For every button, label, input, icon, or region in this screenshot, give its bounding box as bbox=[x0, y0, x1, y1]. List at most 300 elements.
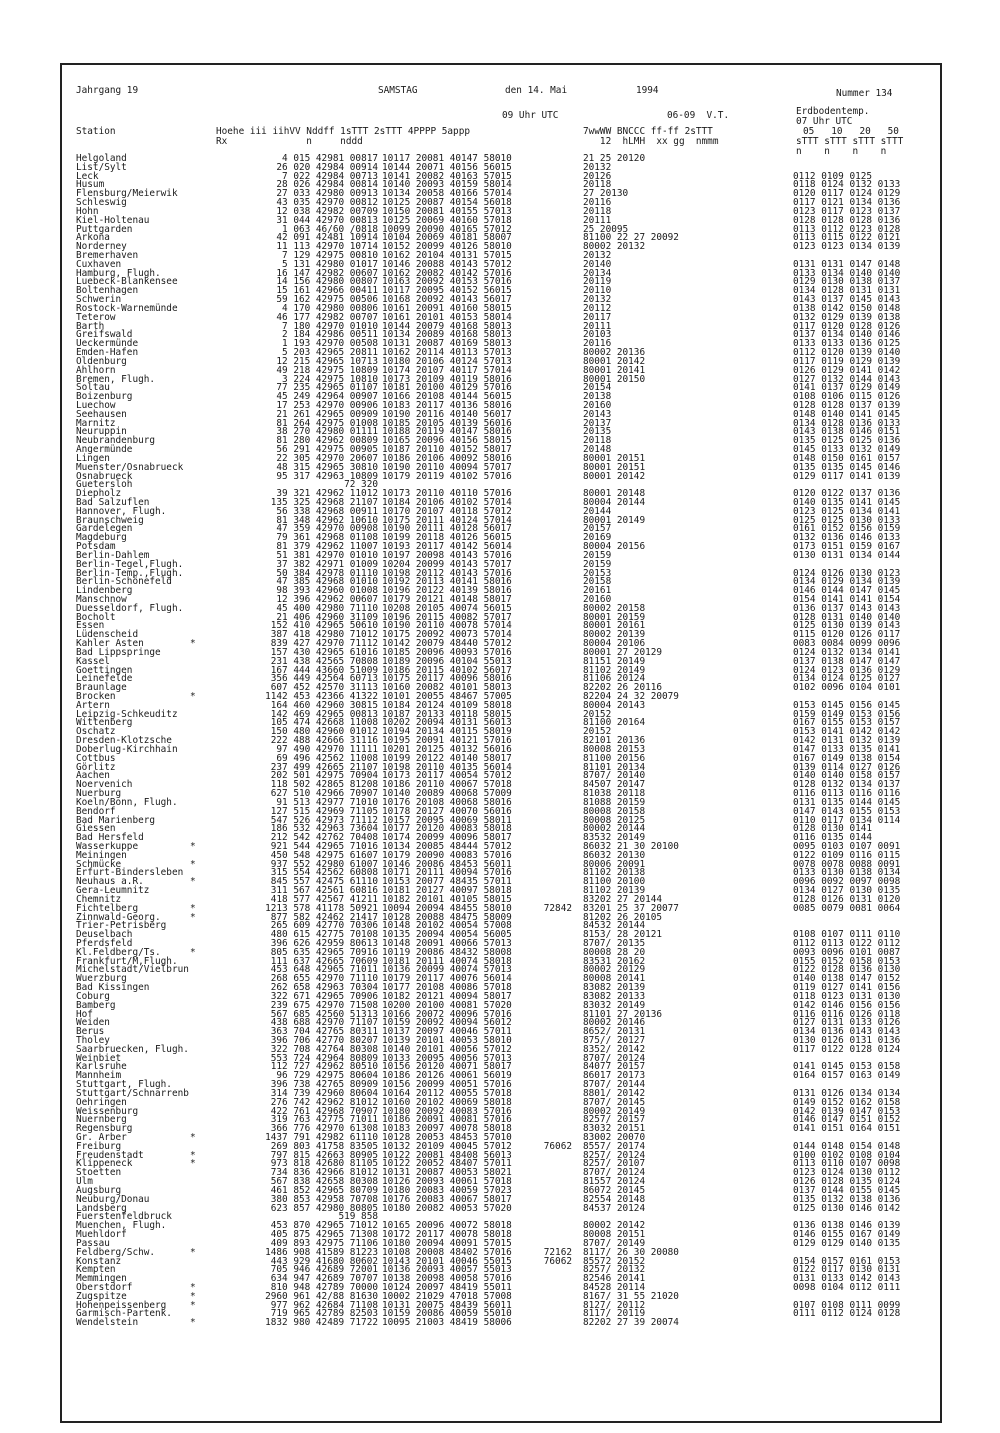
station-synop-values: 10135 20094 40054 56005 bbox=[382, 929, 512, 941]
station-main-values: 453 648 42965 71011 bbox=[270, 964, 378, 976]
column-main-subcodes: Rx n nddd bbox=[216, 136, 363, 147]
station-cloud-wind-values: 80002 20149 bbox=[583, 1105, 646, 1117]
station-cloud-wind-values: 20112 bbox=[583, 302, 612, 314]
station-name: Nuerburg bbox=[76, 788, 122, 800]
station-cloud-wind-values: 81088 20159 bbox=[583, 796, 646, 808]
station-main-values: 50 384 42978 01110 bbox=[276, 567, 378, 579]
station-soil-temps: 0128 0126 0131 0120 bbox=[793, 893, 901, 905]
station-soil-temps: 0130 0126 0131 0136 bbox=[793, 1035, 901, 1046]
station-soil-temps: 0134 0129 0134 0139 bbox=[793, 576, 901, 588]
station-soil-temps: 0112 0113 0122 0112 bbox=[793, 937, 901, 949]
station-name: Aachen bbox=[76, 770, 110, 782]
station-name: Ueckermünde bbox=[76, 338, 139, 350]
column-main-codes: Hoehe iii iihVV Nddff 1sTTT 2sTTT 4PPPP 5appp bbox=[216, 126, 470, 137]
station-soil-temps: 0139 0114 0127 0126 bbox=[793, 761, 901, 773]
station-soil-temps: 0085 0079 0081 0064 bbox=[793, 902, 901, 914]
station-main-values: 937 552 42980 61007 bbox=[270, 858, 378, 870]
station-cloud-wind-values: 80006 20091 bbox=[583, 858, 646, 870]
station-synop-values: 10188 20119 40147 58016 bbox=[382, 426, 512, 438]
station-synop-values: 10153 20077 48435 57011 bbox=[382, 876, 512, 888]
station-name: Soltau bbox=[76, 382, 110, 394]
station-main-values: 237 499 42665 21107 bbox=[270, 761, 378, 773]
station-soil-temps: 0119 0127 0141 0156 bbox=[793, 982, 901, 994]
station-cloud-wind-values: 20132 bbox=[583, 250, 612, 262]
station-synop-values: 10099 20090 40165 57012 bbox=[382, 223, 512, 235]
station-soil-temps: 0123 0125 0134 0141 bbox=[793, 505, 901, 517]
station-synop-values: 10117 20081 40147 58010 bbox=[382, 153, 512, 164]
station-name: Lingen bbox=[76, 452, 110, 464]
mountain-marker: * bbox=[190, 946, 196, 958]
station-name: Leinefelde bbox=[76, 673, 133, 685]
station-cloud-wind-values: 86032 20130 bbox=[583, 849, 646, 861]
station-main-values: 268 655 42970 71110 bbox=[270, 973, 378, 985]
station-cloud-wind-values: 81151 20149 bbox=[583, 655, 646, 667]
station-name: Hohn bbox=[76, 205, 99, 217]
station-name: Helgoland bbox=[76, 153, 127, 164]
station-soil-temps: 0143 0137 0145 0143 bbox=[793, 294, 901, 306]
station-soil-temps: 0117 0119 0129 0139 bbox=[793, 355, 901, 367]
station-name: Wittenberg bbox=[76, 717, 133, 729]
station-cloud-wind-values: 80002 20146 bbox=[583, 1017, 646, 1029]
station-synop-values: 10178 20127 40070 56016 bbox=[382, 805, 512, 817]
station-cloud-wind-values: 8257/ 20157 bbox=[583, 1114, 646, 1126]
station-cloud-wind-values: 8167/ 31 55 21020 bbox=[583, 1290, 679, 1302]
station-name: Leck bbox=[76, 170, 99, 182]
station-main-values: 38 270 42980 01111 bbox=[276, 426, 378, 438]
station-main-values: 418 577 42567 41211 bbox=[270, 893, 378, 905]
station-main-values: 634 947 42689 70707 bbox=[270, 1273, 378, 1285]
station-synop-values: 10134 20089 40168 58013 bbox=[382, 329, 512, 341]
station-synop-values: 10183 20097 40078 58018 bbox=[382, 1123, 512, 1135]
station-synop-values: 10190 20110 40094 57017 bbox=[382, 461, 512, 473]
column-station: Station bbox=[76, 126, 116, 137]
station-synop-values: 10186 20091 40081 57016 bbox=[382, 1114, 512, 1126]
station-synop-values: 10137 20097 40046 57011 bbox=[382, 1026, 512, 1038]
station-name: Oehringen bbox=[76, 1096, 127, 1108]
station-name: Görlitz bbox=[76, 761, 116, 773]
mountain-marker: * bbox=[190, 1317, 196, 1329]
station-name: Ulm bbox=[76, 1176, 93, 1188]
station-soil-temps: 0100 0102 0108 0104 bbox=[793, 1149, 901, 1161]
station-main-values: 356 449 42564 60713 bbox=[270, 673, 378, 685]
station-name: Teterow bbox=[76, 311, 116, 323]
station-name: Bad Marienberg bbox=[76, 814, 156, 826]
station-main-values: 27 033 42980 00913 bbox=[276, 188, 378, 200]
station-cloud-wind-values: 82546 20141 bbox=[583, 1273, 646, 1285]
station-main-values: 96 729 42975 80604 bbox=[276, 1070, 378, 1082]
station-soil-temps: 0125 0130 0146 0142 bbox=[793, 1202, 901, 1214]
mountain-marker: * bbox=[190, 858, 196, 870]
station-soil-temps: 0136 0138 0146 0139 bbox=[793, 1220, 901, 1232]
station-cloud-wind-values: 80008 20151 bbox=[583, 1229, 646, 1241]
mountain-marker: * bbox=[190, 1299, 196, 1311]
station-main-values: 1832 980 42489 71722 bbox=[265, 1317, 378, 1329]
station-cloud-wind-values: 20110 bbox=[583, 285, 612, 297]
station-cloud-wind-values: 8127/ 20112 bbox=[583, 1299, 646, 1311]
station-synop-values: 10180 20082 40053 57020 bbox=[382, 1202, 512, 1214]
station-soil-temps: 0140 0140 0158 0157 bbox=[793, 770, 901, 782]
station-soil-temps: 0134 0128 0131 0131 bbox=[793, 285, 901, 297]
station-synop-values: 10208 20105 40074 56015 bbox=[382, 602, 512, 614]
mountain-marker: * bbox=[190, 1246, 196, 1258]
station-cloud-wind-values: 81100 20100 bbox=[583, 876, 646, 888]
station-soil-temps: 0083 0084 0099 0096 bbox=[793, 638, 901, 650]
station-soil-temps: 0135 0132 0138 0136 bbox=[793, 1193, 901, 1205]
station-name: Magdeburg bbox=[76, 532, 127, 544]
station-synop-values: 10002 21029 47018 57008 bbox=[382, 1290, 512, 1302]
soil-temp-depths: 05 10 20 50 bbox=[803, 126, 899, 137]
jahrgang-label: Jahrgang 19 bbox=[76, 85, 139, 96]
station-name: Potsdam bbox=[76, 541, 116, 553]
station-cloud-wind-values: 20118 bbox=[583, 435, 612, 447]
station-name: Duesseldorf, Flugh. bbox=[76, 602, 184, 614]
station-main-values: 2 184 42986 00511 bbox=[282, 329, 378, 341]
station-main-values: 977 962 42684 71108 bbox=[270, 1299, 378, 1311]
station-soil-temps: 0131 0126 0134 0134 bbox=[793, 1087, 901, 1099]
station-soil-temps: 0134 0128 0136 0133 bbox=[793, 417, 901, 429]
station-synop-values: 10170 20107 40118 57012 bbox=[382, 505, 512, 517]
station-name: Zinnwald-Georg. bbox=[76, 911, 161, 923]
table-row bbox=[0, 472, 1000, 481]
station-cloud-wind-values: 20157 bbox=[583, 523, 612, 535]
station-soil-temps: 0141 0145 0153 0158 bbox=[793, 1061, 901, 1073]
station-cloud-wind-values: 80002 20158 bbox=[583, 602, 646, 614]
station-soil-temps: 0098 0104 0112 0111 bbox=[793, 1281, 901, 1293]
station-synop-values: 10144 20079 40168 58013 bbox=[382, 320, 512, 332]
mountain-marker: * bbox=[190, 1290, 196, 1302]
station-soil-temps: 0128 0128 0137 0139 bbox=[793, 399, 901, 411]
station-name: Kassel bbox=[76, 655, 110, 667]
station-soil-temps: 0116 0113 0116 0116 bbox=[793, 788, 901, 800]
station-synop-values: 10199 20122 40140 58017 bbox=[382, 752, 512, 764]
station-synop-values: 10139 20101 40053 58010 bbox=[382, 1035, 512, 1046]
station-soil-temps: 0146 0144 0147 0145 bbox=[793, 585, 901, 597]
station-cloud-wind-values: 83082 20133 bbox=[583, 990, 646, 1002]
station-synop-values: 10159 20086 40059 55010 bbox=[382, 1308, 512, 1320]
station-main-values: 450 548 42975 61607 bbox=[270, 849, 378, 861]
station-main-values: 212 542 42762 70408 bbox=[270, 832, 378, 844]
station-soil-temps: 0117 0120 0128 0126 bbox=[793, 320, 901, 332]
station-main-values: 409 893 42975 71106 bbox=[270, 1237, 378, 1249]
station-cloud-wind-values: 8801/ 20142 bbox=[583, 1087, 646, 1099]
station-name: Berus bbox=[76, 1026, 105, 1038]
station-cloud-wind-values: 82202 26 20116 bbox=[583, 682, 663, 694]
station-cloud-wind-values: 81102 20149 bbox=[583, 664, 646, 676]
station-soil-temps: 0115 0120 0126 0117 bbox=[793, 629, 901, 641]
station-synop-values: 10185 20096 40093 57016 bbox=[382, 646, 512, 658]
station-cloud-wind-values: 27 20130 bbox=[583, 188, 629, 200]
station-name: Stoetten bbox=[76, 1167, 122, 1179]
station-name: Doberlug-Kirchhain bbox=[76, 743, 178, 755]
station-cloud-wind-values: 83532 20149 bbox=[583, 832, 646, 844]
station-name: Erfurt-Bindersleben bbox=[76, 867, 184, 879]
station-cloud-wind-values: 8707/ 20145 bbox=[583, 1096, 646, 1108]
station-main-values: 45 400 42980 71110 bbox=[276, 602, 378, 614]
station-synop-values: 10134 20058 40166 57014 bbox=[382, 188, 512, 200]
station-synop-values: 10143 20101 40046 55015 bbox=[382, 1255, 512, 1267]
station-synop-values: 10183 20117 40136 58016 bbox=[382, 399, 512, 411]
station-synop-values: 10160 20102 40069 58018 bbox=[382, 1096, 512, 1108]
station-synop-values: 10166 20072 40096 57016 bbox=[382, 1008, 512, 1020]
station-synop-values: 10180 20092 40083 57016 bbox=[382, 1105, 512, 1117]
station-synop-values: 10156 20099 40051 57016 bbox=[382, 1079, 512, 1091]
station-name: Pferdsfeld bbox=[76, 937, 133, 949]
station-name: Arkona bbox=[76, 232, 110, 244]
station-main-values: 49 218 42975 10809 bbox=[276, 364, 378, 376]
station-name: Garmisch-Partenk. bbox=[76, 1308, 172, 1320]
station-main-values: 167 444 43660 51009 bbox=[270, 664, 378, 676]
station-soil-temps: 0132 0136 0146 0133 bbox=[793, 532, 901, 544]
station-soil-temps: 0148 0140 0141 0145 bbox=[793, 408, 901, 420]
station-name: Goettingen bbox=[76, 664, 133, 676]
station-main-values: 453 870 42965 71012 bbox=[270, 1220, 378, 1232]
station-soil-temps: 0137 0138 0147 0147 bbox=[793, 655, 901, 667]
station-main-values: 480 615 42775 70108 bbox=[270, 929, 378, 941]
station-name: Barth bbox=[76, 320, 105, 332]
station-cloud-wind-values: 80004 20106 bbox=[583, 638, 646, 650]
station-name: List/Sylt bbox=[76, 161, 127, 173]
station-main-values: 47 385 42968 01010 bbox=[276, 576, 378, 588]
station-synop-values: 10185 20105 40139 56016 bbox=[382, 417, 512, 429]
station-main-values: 28 026 42984 00814 bbox=[276, 179, 378, 191]
station-synop-values: 10175 20092 40073 57014 bbox=[382, 629, 512, 641]
station-soil-temps: 0138 0142 0150 0148 bbox=[793, 302, 901, 314]
station-cloud-wind-values: 20118 bbox=[583, 205, 612, 217]
station-synop-values: 10201 20125 40132 56016 bbox=[382, 743, 512, 755]
station-soil-temps: 0108 0106 0115 0126 bbox=[793, 391, 901, 403]
mountain-marker: * bbox=[190, 638, 196, 650]
station-name: Noervenich bbox=[76, 779, 133, 791]
station-soil-temps: 0127 0131 0133 0126 bbox=[793, 1017, 901, 1029]
station-main-values: 51 381 42970 01010 bbox=[276, 549, 378, 561]
station-name: Neuhaus a.R. bbox=[76, 876, 144, 888]
station-name: Hof bbox=[76, 1008, 93, 1020]
station-cloud-wind-values: 81557 20124 bbox=[583, 1176, 646, 1188]
station-soil-temps: 0113 0115 0122 0121 bbox=[793, 232, 901, 244]
station-main-values: 314 739 42960 80604 bbox=[270, 1087, 378, 1099]
station-synop-values: 10133 20095 40056 57013 bbox=[382, 1052, 512, 1064]
station-soil-temps: 0148 0150 0161 0157 bbox=[793, 452, 901, 464]
station-cloud-wind-values: 82554 20148 bbox=[583, 1193, 646, 1205]
mountain-marker: * bbox=[190, 840, 196, 852]
station-cloud-wind-values: 20117 bbox=[583, 311, 612, 323]
station-cloud-wind-values: 20135 bbox=[583, 426, 612, 438]
station-name: Luechow bbox=[76, 399, 116, 411]
station-main-values: 396 738 42765 80909 bbox=[270, 1079, 378, 1091]
station-soil-temps: 0124 0132 0134 0141 bbox=[793, 646, 901, 658]
station-soil-temps: 0127 0132 0144 0143 bbox=[793, 373, 901, 385]
station-main-values: 97 490 42970 11111 bbox=[276, 743, 378, 755]
station-main-values: 157 430 42965 61016 bbox=[270, 646, 378, 658]
station-cloud-wind-values: 80001 20150 bbox=[583, 373, 646, 385]
station-cloud-wind-values: 80001 20142 bbox=[583, 355, 646, 367]
soil-temp-time: 07 Uhr UTC bbox=[796, 116, 853, 127]
station-cloud-wind-values: 20116 bbox=[583, 338, 612, 350]
station-soil-temps: 0117 0122 0128 0124 bbox=[793, 1043, 901, 1055]
station-synop-values: 10108 20008 48402 57016 bbox=[382, 1246, 512, 1258]
station-cloud-wind-values: 8707/ 20149 bbox=[583, 1237, 646, 1249]
station-soil-temps: 0112 0120 0139 0140 bbox=[793, 347, 901, 359]
station-name: Konstanz bbox=[76, 1255, 122, 1267]
station-cloud-wind-values: 80008 20158 bbox=[583, 805, 646, 817]
station-synop-values: 10162 20082 40142 57016 bbox=[382, 267, 512, 279]
station-name: Weissenburg bbox=[76, 1105, 139, 1117]
station-name: Bremerhaven bbox=[76, 250, 139, 262]
day-label: SAMSTAG bbox=[378, 85, 418, 96]
station-soil-temps: 0128 0132 0134 0137 bbox=[793, 779, 901, 791]
station-cloud-wind-values: 80001 20161 bbox=[583, 620, 646, 632]
station-cloud-wind-values: 20169 bbox=[583, 532, 612, 544]
station-cloud-wind-values: 83531 20162 bbox=[583, 955, 646, 967]
station-soil-temps: 0153 0145 0156 0145 bbox=[793, 699, 901, 711]
station-cloud-wind-values: 81101 20134 bbox=[583, 761, 646, 773]
station-soil-temps: 0154 0157 0161 0153 bbox=[793, 1255, 901, 1267]
station-cloud-wind-values: 20111 bbox=[583, 214, 612, 226]
station-cloud-wind-values: 81100 20156 bbox=[583, 752, 646, 764]
station-cloud-wind-values: 8707/ 20124 bbox=[583, 1052, 646, 1064]
station-cloud-wind-values: 80002 20129 bbox=[583, 964, 646, 976]
station-main-values: 7 129 42975 00810 bbox=[282, 250, 378, 262]
station-name: Augsburg bbox=[76, 1184, 122, 1196]
station-synop-values: 10180 20094 40091 57015 bbox=[382, 1237, 512, 1249]
station-synop-values: 10104 20069 40181 58007 bbox=[382, 232, 512, 244]
station-soil-temps: 0140 0138 0147 0152 bbox=[793, 973, 901, 985]
station-synop-values: 10163 20092 40153 57016 bbox=[382, 276, 512, 288]
station-synop-values: 10192 20113 40141 58016 bbox=[382, 576, 512, 588]
station-synop-values: 10198 20110 40135 56014 bbox=[382, 761, 512, 773]
station-weather-code: 76062 bbox=[543, 1140, 572, 1152]
station-cloud-wind-values: 8557/ 20174 bbox=[583, 1140, 646, 1152]
station-synop-values: 10182 20121 40094 58017 bbox=[382, 990, 512, 1002]
station-name: Landsberg bbox=[76, 1202, 127, 1214]
station-soil-temps: 0120 0117 0124 0129 bbox=[793, 188, 901, 200]
station-cloud-wind-values: 8707/ 20124 bbox=[583, 1167, 646, 1179]
station-main-values: 48 315 42965 30810 bbox=[276, 461, 378, 473]
station-name: Dresden-Klotzsche bbox=[76, 735, 172, 747]
station-synop-values: 10189 20096 40104 55013 bbox=[382, 655, 512, 667]
station-cloud-wind-values: 25 20095 bbox=[583, 223, 629, 235]
station-soil-temps: 0128 0128 0128 0136 bbox=[793, 214, 901, 226]
station-main-values: 567 685 42560 51313 bbox=[270, 1008, 378, 1020]
station-name: Memmingen bbox=[76, 1273, 127, 1285]
station-name: Berlin-Tegel,Flugh. bbox=[76, 558, 184, 570]
station-cloud-wind-values: 83032 20151 bbox=[583, 1123, 646, 1135]
station-cloud-wind-values: 80004 20144 bbox=[583, 496, 646, 508]
station-soil-temps: 0128 0130 0141 bbox=[793, 823, 873, 835]
station-cloud-wind-values: 82204 24 32 20079 bbox=[583, 691, 679, 703]
station-synop-values: 10175 20111 40124 57014 bbox=[382, 514, 512, 526]
station-soil-temps: 0140 0135 0141 0145 bbox=[793, 496, 901, 508]
station-name: Wendelstein bbox=[76, 1317, 139, 1329]
station-cloud-wind-values: 81102 20139 bbox=[583, 885, 646, 897]
station-name: Greifswald bbox=[76, 329, 133, 341]
station-main-values: 921 544 42965 71016 bbox=[270, 840, 378, 852]
station-main-values: 222 488 42666 31116 bbox=[270, 735, 378, 747]
station-soil-temps: 0123 0117 0123 0137 bbox=[793, 205, 901, 217]
station-weather-code: 72162 bbox=[543, 1246, 572, 1258]
station-name: Husum bbox=[76, 179, 105, 191]
station-main-values: 142 469 42965 00813 bbox=[270, 708, 378, 720]
station-main-values: 276 742 42962 81012 bbox=[270, 1096, 378, 1108]
station-cloud-wind-values: 81101 27 20136 bbox=[583, 1008, 663, 1020]
station-main-values: 186 532 42963 73604 bbox=[270, 823, 378, 835]
station-main-values: 56 291 42975 00905 bbox=[276, 444, 378, 456]
station-main-values: 607 452 42570 31113 bbox=[270, 682, 378, 694]
station-name: Bremen, Flugh. bbox=[76, 373, 156, 385]
station-cloud-wind-values: 20137 bbox=[583, 417, 612, 429]
station-main-values: 42 091 42481 10914 bbox=[276, 232, 378, 244]
station-name: Schleswig bbox=[76, 197, 127, 209]
station-name: Coburg bbox=[76, 990, 110, 1002]
station-name: Frankfurt/M,Flugh. bbox=[76, 955, 178, 967]
station-synop-values: 10187 20110 40152 58017 bbox=[382, 444, 512, 456]
station-name: Angermünde bbox=[76, 444, 133, 456]
station-name: Emden-Hafen bbox=[76, 347, 139, 359]
station-synop-values: 10164 20112 40055 57018 bbox=[382, 1087, 512, 1099]
station-synop-values: 10179 20117 40076 56014 bbox=[382, 973, 512, 985]
station-cloud-wind-values: 20132 bbox=[583, 161, 612, 173]
station-cloud-wind-values: 80008 28 20 bbox=[583, 946, 646, 958]
station-main-values: 16 147 42982 00607 bbox=[276, 267, 378, 279]
station-soil-temps: 0120 0122 0137 0136 bbox=[793, 488, 901, 500]
station-name: Berlin-Temp.,Flugh. bbox=[76, 567, 184, 579]
station-main-values: 152 410 42965 50610 bbox=[270, 620, 378, 632]
station-soil-temps: 0159 0149 0153 0156 bbox=[793, 708, 901, 720]
station-synop-values: 10148 20091 40066 57013 bbox=[382, 937, 512, 949]
station-cloud-wind-values: 84507 20147 bbox=[583, 779, 646, 791]
station-cloud-wind-values: 20116 bbox=[583, 197, 612, 209]
station-synop-values: 10186 20110 40067 57018 bbox=[382, 779, 512, 791]
station-main-values: 438 688 42970 71107 bbox=[270, 1017, 378, 1029]
station-name: Saarbruecken, Flugh. bbox=[76, 1043, 189, 1055]
station-cloud-wind-values: 20159 bbox=[583, 549, 612, 561]
station-cloud-wind-values: 20160 bbox=[583, 399, 612, 411]
station-cloud-wind-values: 20152 bbox=[583, 726, 612, 738]
station-cloud-wind-values: 8257/ 20107 bbox=[583, 1158, 646, 1170]
station-synop-values: 10180 20106 40124 57013 bbox=[382, 355, 512, 367]
station-synop-values: 10196 20115 40082 57017 bbox=[382, 611, 512, 623]
station-main-values: 396 706 42770 80207 bbox=[270, 1035, 378, 1046]
station-soil-temps: 0133 0130 0138 0134 bbox=[793, 867, 901, 879]
station-name: Feldberg/Schw. bbox=[76, 1246, 156, 1258]
column-mid-subcodes: 12 hLMH xx gg nmmm bbox=[583, 136, 719, 147]
station-soil-temps: 0128 0131 0140 0140 bbox=[793, 611, 901, 623]
station-synop-values: 10131 20075 48439 56011 bbox=[382, 1299, 512, 1311]
station-name: Lüdenscheid bbox=[76, 629, 139, 641]
station-synop-values: 10190 20116 40140 56017 bbox=[382, 408, 512, 420]
station-main-values: 396 626 42959 80613 bbox=[270, 937, 378, 949]
station-synop-values: 10138 20098 40058 57016 bbox=[382, 1273, 512, 1285]
station-synop-values: 10172 20117 40078 58018 bbox=[382, 1229, 512, 1241]
obs-time-09: 09 Uhr UTC bbox=[502, 110, 559, 121]
station-main-values: 91 513 42977 71010 bbox=[276, 796, 378, 808]
station-main-values: 15 161 42966 00411 bbox=[276, 285, 378, 297]
station-main-values: 405 875 42965 71308 bbox=[270, 1229, 378, 1241]
station-soil-temps: 0113 0112 0123 0128 bbox=[793, 223, 901, 235]
station-cloud-wind-values: 80008 20141 bbox=[583, 973, 646, 985]
station-synop-values: 10198 20112 40143 57016 bbox=[382, 567, 512, 579]
station-soil-temps: 0154 0141 0141 0154 bbox=[793, 594, 901, 605]
station-main-values: 315 554 42562 60808 bbox=[270, 867, 378, 879]
station-synop-values: 10157 20095 40069 58011 bbox=[382, 814, 512, 826]
station-cloud-wind-values: 20159 bbox=[583, 558, 612, 570]
station-cloud-wind-values: 80002 20142 bbox=[583, 1220, 646, 1232]
station-soil-temps: 0108 0107 0111 0110 bbox=[793, 929, 901, 941]
station-cloud-wind-values: 83201 25 37 20077 bbox=[583, 902, 679, 914]
station-soil-temps: 0141 0137 0129 0149 bbox=[793, 382, 901, 394]
station-synop-values: 10186 20126 40061 56019 bbox=[382, 1070, 512, 1082]
station-cloud-wind-values: 80008 20153 bbox=[583, 743, 646, 755]
